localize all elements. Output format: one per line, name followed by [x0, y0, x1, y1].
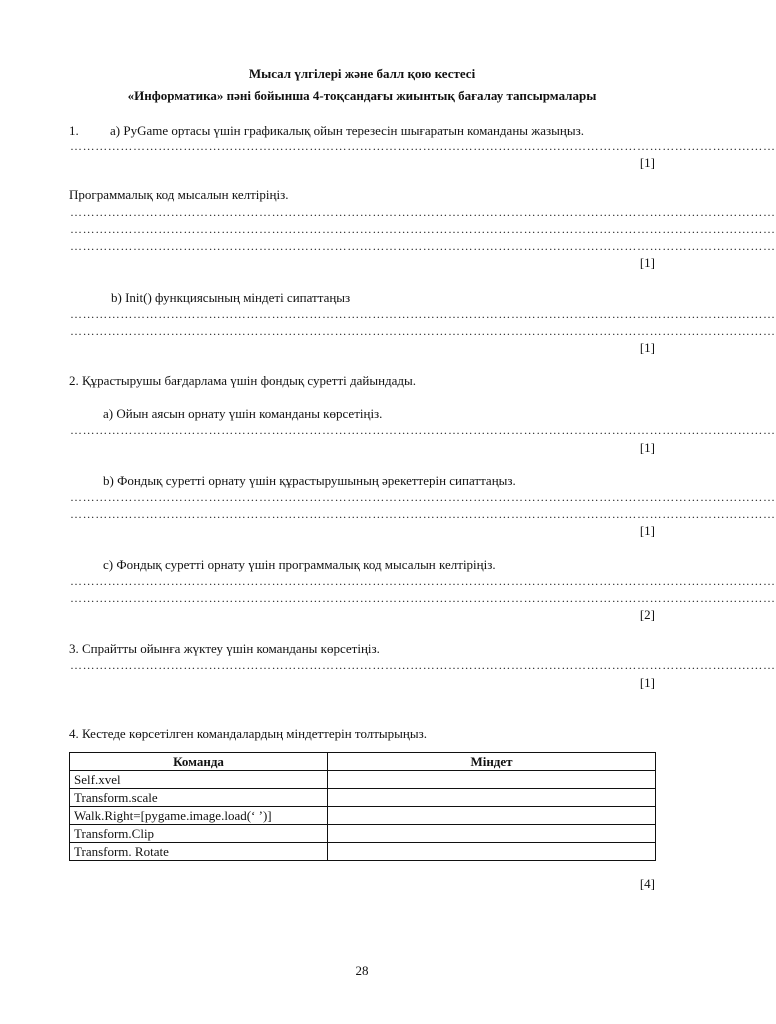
answer-line: …………………………………………………………………………………………………………………………………………………… — [70, 591, 776, 605]
answer-line: …………………………………………………………………………………………………………………………………………………… — [70, 658, 776, 672]
q1b-score: [1] — [639, 340, 655, 355]
command-cell: Transform.scale — [70, 789, 328, 807]
q2b-score: [1] — [639, 523, 655, 538]
answer-line: …………………………………………………………………………………………………………………………………………………… — [70, 574, 776, 588]
q1a-score: [1] — [639, 155, 655, 170]
answer-line: …………………………………………………………………………………………………………………………………………………… — [70, 507, 776, 521]
q2a-text: а) Ойын аясын орнату үшін команданы көрсетіңіз. — [103, 406, 383, 421]
q1b-text: b) Init() функциясының міндеті сипаттаңыз — [111, 290, 351, 305]
command-cell: Self.xvel — [70, 771, 328, 789]
table-row — [70, 807, 656, 825]
document-title-line1: Мысал үлгілері және балл қою кестесі — [248, 66, 476, 81]
answer-line: …………………………………………………………………………………………………………………………………………………… — [70, 222, 776, 236]
table-row — [70, 789, 656, 807]
q1a-text: а) PyGame ортасы үшін графикалық ойын терезесін шығаратын команданы жазыңыз. — [110, 123, 584, 138]
purpose-cell[interactable] — [328, 807, 656, 825]
table-header-row — [70, 753, 656, 771]
command-cell: Walk.Right=[pygame.image.load(‘ ’)] — [70, 807, 328, 825]
command-cell: Transform. Rotate — [70, 843, 328, 861]
purpose-cell[interactable] — [328, 789, 656, 807]
answer-line: …………………………………………………………………………………………………………………………………………………… — [70, 490, 776, 504]
page-number: 28 — [355, 963, 369, 978]
purpose-cell[interactable] — [328, 825, 656, 843]
answer-line: …………………………………………………………………………………………………………………………………………………… — [70, 423, 776, 437]
purpose-cell[interactable] — [328, 771, 656, 789]
q3-score: [1] — [639, 675, 655, 690]
table-header-command: Команда — [70, 753, 328, 771]
q4-score: [4] — [639, 876, 655, 891]
table-row — [70, 843, 656, 861]
table-header-purpose: Міндет — [328, 753, 656, 771]
command-cell: Transform.Clip — [70, 825, 328, 843]
purpose-cell[interactable] — [328, 843, 656, 861]
answer-line: …………………………………………………………………………………………………………………………………………………… — [70, 239, 776, 253]
table-row — [70, 825, 656, 843]
q2c-score: [2] — [639, 607, 655, 622]
q1-number: 1. — [69, 123, 79, 138]
answer-line: …………………………………………………………………………………………………………………………………………………… — [70, 205, 776, 219]
answer-line: …………………………………………………………………………………………………………………………………………………… — [70, 307, 776, 321]
q2c-text: c) Фондық суретті орнату үшін программалық код мысалын келтіріңіз. — [103, 557, 496, 572]
command-table — [69, 752, 656, 861]
q2-text: 2. Құрастырушы бағдарлама үшін фондық суретті дайындады. — [69, 373, 417, 388]
q1-code-prompt: Программалық код мысалын келтіріңіз. — [69, 187, 289, 202]
q2b-text: b) Фондық суретті орнату үшін құрастырушының әрекеттерін сипаттаңыз. — [103, 473, 516, 488]
q4-text: 4. Кестеде көрсетілген командалардың міндеттерін толтырыңыз. — [69, 726, 427, 741]
q2a-score: [1] — [639, 440, 655, 455]
table-row — [70, 771, 656, 789]
answer-line: …………………………………………………………………………………………………………………………………………………… — [70, 139, 776, 153]
q3-text: 3. Спрайтты ойынға жүктеу үшін команданы көрсетіңіз. — [69, 641, 380, 656]
document-title-line2: «Информатика» пәні бойынша 4-тоқсандағы жиынтық бағалау тапсырмалары — [127, 88, 597, 103]
q1-code-score: [1] — [639, 255, 655, 270]
answer-line: …………………………………………………………………………………………………………………………………………………… — [70, 324, 776, 338]
